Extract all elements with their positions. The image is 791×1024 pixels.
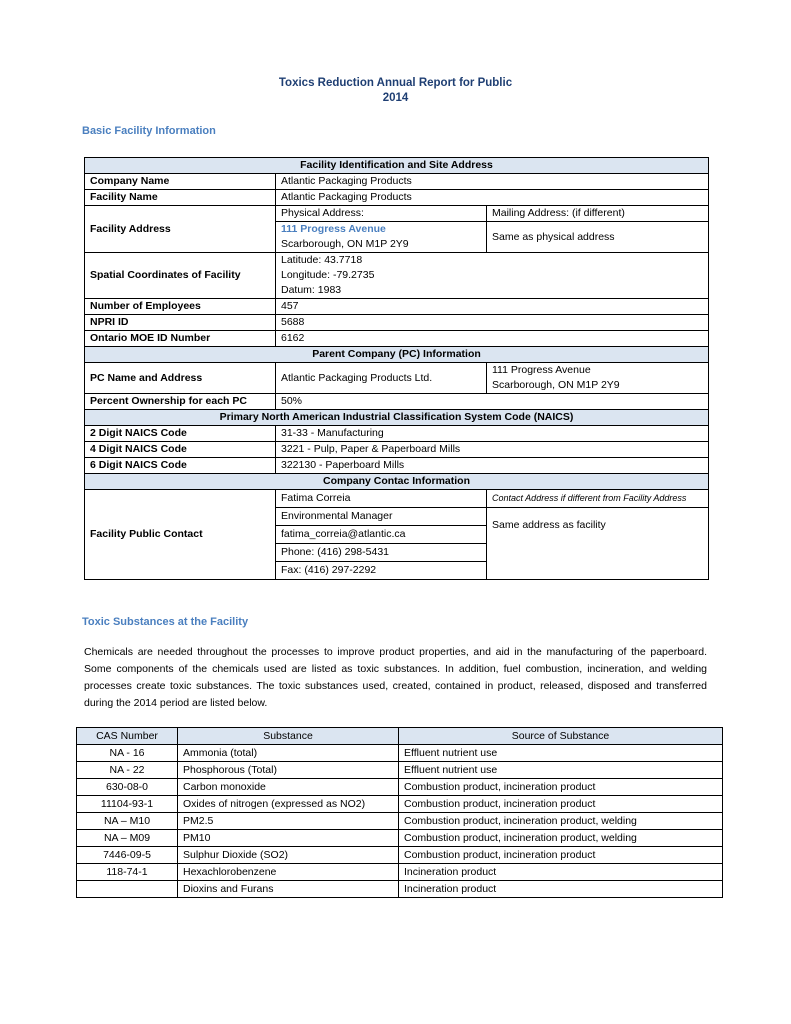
table-row — [77, 881, 723, 898]
naics-4-label: 4 Digit NAICS Code — [85, 442, 276, 458]
substance-cell: Dioxins and Furans — [178, 881, 399, 898]
source-cell: Combustion product, incineration product — [399, 796, 723, 813]
cas-number-cell — [77, 881, 178, 898]
substance-cell: Carbon monoxide — [178, 779, 399, 796]
intro-paragraph: Chemicals are needed throughout the processes to improve product properties, and aid in the manufacturing of the paperboard. Some components of the chemicals used are listed as toxic substances. In addition, fuel combustion, incineration, and welding processes create toxic substances. The toxic substances used, created, contained in product, released, disposed and transferred during the 2014 period are listed below. — [84, 646, 707, 709]
table-row — [77, 796, 723, 813]
street-address-link[interactable]: 111 Progress Avenue — [281, 223, 386, 235]
cas-number-cell: NA - 22 — [77, 762, 178, 779]
contact-address-note: Contact Address if different from Facility Address — [492, 493, 687, 503]
substance-cell: PM10 — [178, 830, 399, 847]
naics-6-label: 6 Digit NAICS Code — [85, 458, 276, 474]
cas-number-cell: 630-08-0 — [77, 779, 178, 796]
mailing-address-value: Same as physical address — [487, 222, 709, 253]
facility-name-label: Facility Name — [85, 190, 276, 206]
table-row — [85, 426, 709, 442]
facility-info-table — [84, 157, 709, 580]
mailing-address-label: Mailing Address: (if different) — [487, 206, 709, 222]
section-heading-basic-facility: Basic Facility Information — [82, 125, 216, 137]
cas-number-header: CAS Number — [77, 728, 178, 745]
pc-address-value — [487, 363, 709, 394]
table-row — [85, 299, 709, 315]
pc-name-address-label: PC Name and Address — [85, 363, 276, 394]
substance-cell: Oxides of nitrogen (expressed as NO2) — [178, 796, 399, 813]
contact-address-cell — [487, 490, 709, 580]
substance-cell: Phosphorous (Total) — [178, 762, 399, 779]
substance-cell: Sulphur Dioxide (SO2) — [178, 847, 399, 864]
substance-cell: PM2.5 — [178, 813, 399, 830]
cas-number-cell: 11104-93-1 — [77, 796, 178, 813]
npri-value: 5688 — [276, 315, 709, 331]
facility-identification-header: Facility Identification and Site Address — [85, 158, 709, 174]
title-line-2: 2014 — [382, 92, 409, 104]
cas-number-cell: 7446-09-5 — [77, 847, 178, 864]
physical-address-label: Physical Address: — [276, 206, 487, 222]
source-cell: Incineration product — [399, 881, 723, 898]
contact-phone: Phone: (416) 298-5431 — [276, 543, 486, 561]
table-row — [77, 813, 723, 830]
pc-street: 111 Progress Avenue — [492, 364, 591, 376]
latitude: Latitude: 43.7718 — [281, 254, 363, 266]
contact-fax: Fax: (416) 297-2292 — [276, 561, 486, 579]
naics-header: Primary North American Industrial Classification System Code (NAICS) — [85, 410, 709, 426]
source-cell: Effluent nutrient use — [399, 762, 723, 779]
section-heading-toxic-substances: Toxic Substances at the Facility — [82, 616, 249, 628]
table-row — [85, 442, 709, 458]
table-row — [85, 315, 709, 331]
npri-label: NPRI ID — [85, 315, 276, 331]
public-contact-details — [276, 490, 487, 580]
company-name-value: Atlantic Packaging Products — [276, 174, 709, 190]
employees-value: 457 — [276, 299, 709, 315]
parent-company-header: Parent Company (PC) Information — [85, 347, 709, 363]
table-row — [85, 253, 709, 299]
source-cell: Effluent nutrient use — [399, 745, 723, 762]
table-row — [85, 206, 709, 222]
moe-value: 6162 — [276, 331, 709, 347]
naics-2-value: 31-33 - Manufacturing — [276, 426, 709, 442]
table-row — [85, 331, 709, 347]
toxic-substances-table — [76, 727, 723, 898]
facility-address-label: Facility Address — [85, 206, 276, 253]
table-row — [77, 762, 723, 779]
source-cell: Combustion product, incineration product — [399, 779, 723, 796]
source-cell: Combustion product, incineration product — [399, 847, 723, 864]
table-row — [77, 779, 723, 796]
physical-address-value — [276, 222, 487, 253]
toxic-substances-body — [77, 745, 723, 898]
table-row — [77, 745, 723, 762]
ownership-label: Percent Ownership for each PC — [85, 394, 276, 410]
source-header: Source of Substance — [399, 728, 723, 745]
employees-label: Number of Employees — [85, 299, 276, 315]
table-row — [85, 490, 709, 580]
table-row — [85, 394, 709, 410]
cas-number-cell: 118-74-1 — [77, 864, 178, 881]
source-cell: Combustion product, incineration product, welding — [399, 830, 723, 847]
table-row — [77, 830, 723, 847]
table-row — [85, 363, 709, 394]
table-row — [77, 864, 723, 881]
ownership-value: 50% — [276, 394, 709, 410]
moe-label: Ontario MOE ID Number — [85, 331, 276, 347]
source-cell: Combustion product, incineration product, welding — [399, 813, 723, 830]
datum: Datum: 1983 — [281, 284, 342, 296]
table-row — [85, 458, 709, 474]
cas-number-cell: NA – M10 — [77, 813, 178, 830]
spatial-coordinates-value — [276, 253, 709, 299]
contact-name: Fatima Correia — [281, 492, 351, 504]
contact-email[interactable]: fatima_correia@atlantic.ca — [276, 525, 486, 543]
naics-4-value: 3221 - Pulp, Paper & Paperboard Mills — [276, 442, 709, 458]
facility-name-value: Atlantic Packaging Products — [276, 190, 709, 206]
cas-number-cell: NA - 16 — [77, 745, 178, 762]
city-postal: Scarborough, ON M1P 2Y9 — [281, 238, 409, 250]
cas-number-cell: NA – M09 — [77, 830, 178, 847]
spatial-coordinates-label: Spatial Coordinates of Facility — [85, 253, 276, 299]
table-row — [85, 174, 709, 190]
company-contact-header: Company Contac Information — [85, 474, 709, 490]
company-name-label: Company Name — [85, 174, 276, 190]
contact-title: Environmental Manager — [276, 507, 486, 525]
pc-name-value: Atlantic Packaging Products Ltd. — [276, 363, 487, 394]
naics-6-value: 322130 - Paperboard Mills — [276, 458, 709, 474]
table-row — [85, 190, 709, 206]
table-row — [77, 847, 723, 864]
naics-2-label: 2 Digit NAICS Code — [85, 426, 276, 442]
public-contact-label: Facility Public Contact — [85, 490, 276, 580]
document-title — [0, 76, 791, 106]
substance-cell: Hexachlorobenzene — [178, 864, 399, 881]
contact-address-value: Same address as facility — [487, 507, 708, 575]
pc-city: Scarborough, ON M1P 2Y9 — [492, 379, 620, 391]
title-line-1: Toxics Reduction Annual Report for Public — [278, 77, 513, 89]
substance-cell: Ammonia (total) — [178, 745, 399, 762]
substance-header: Substance — [178, 728, 399, 745]
longitude: Longitude: -79.2735 — [281, 269, 375, 281]
source-cell: Incineration product — [399, 864, 723, 881]
